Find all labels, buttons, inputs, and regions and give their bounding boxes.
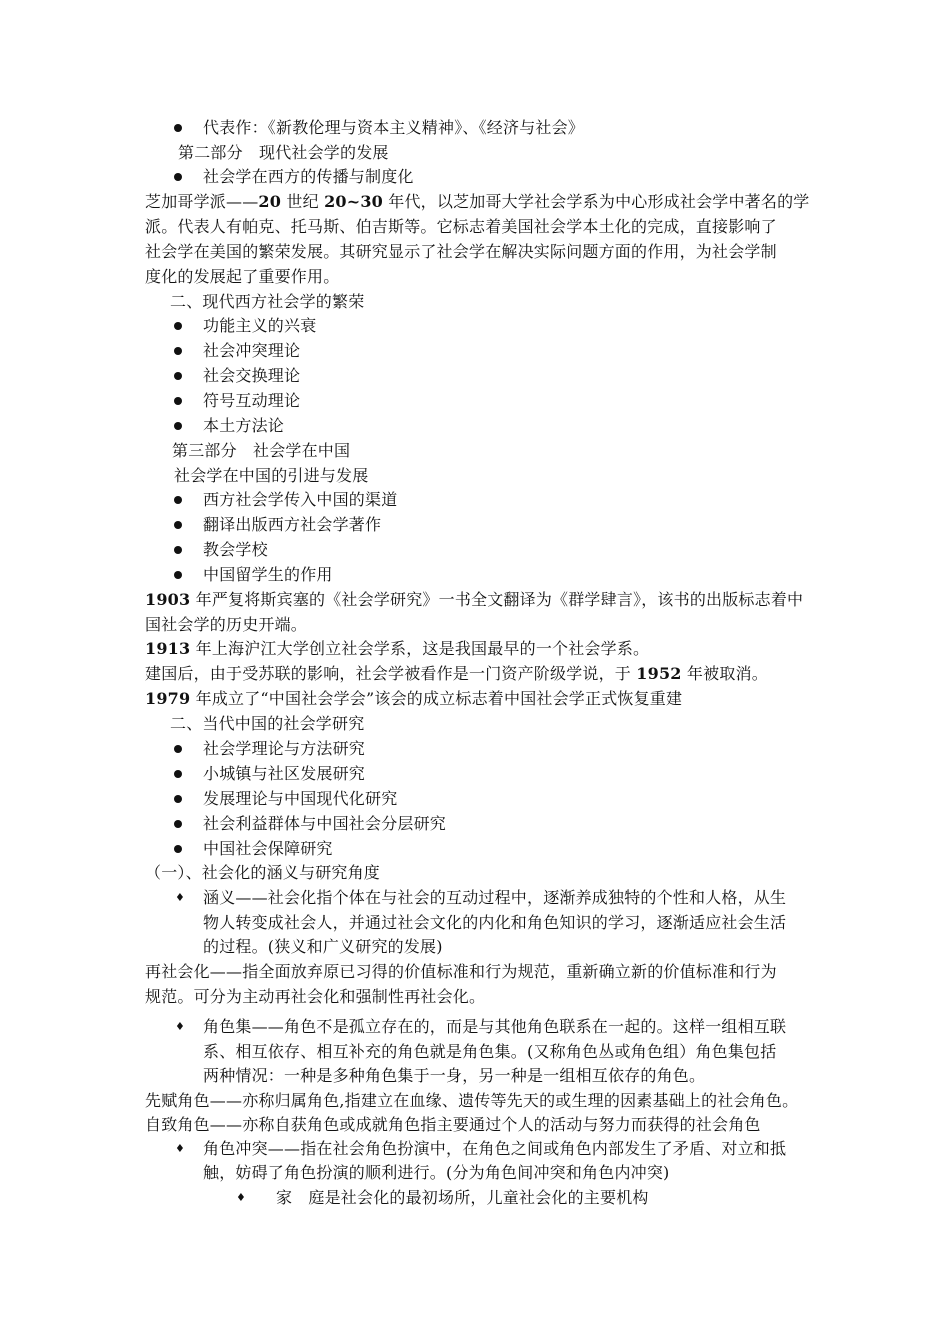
chicago-school-line2: 派。代表人有帕克、托马斯、伯吉斯等。它标志着美国社会学本土化的完成，直接影响了 bbox=[145, 217, 777, 236]
bullet-icon bbox=[174, 571, 182, 579]
role-set-line2: 系、相互依存、相互补充的角色就是角色集。(又称角色丛或角色组）角色集包括 bbox=[203, 1042, 777, 1061]
list-item: 小城镇与社区发展研究 bbox=[203, 764, 366, 783]
ascribed-role: 先赋角色——亦称归属角色,指建立在血缘、遗传等先天的或生理的因素基础上的社会角色。 bbox=[145, 1091, 799, 1110]
diamond-bullet-icon: ♦ bbox=[175, 1142, 186, 1155]
text-1979: 年成立了“中国社会学会”该会的成立标志着中国社会学正式恢复重建 bbox=[190, 689, 683, 708]
chicago-school-line3: 社会学在美国的繁荣发展。其研究显示了社会学在解决实际问题方面的作用，为社会学制 bbox=[145, 242, 777, 261]
bullet-icon bbox=[174, 496, 182, 504]
bullet-icon bbox=[174, 521, 182, 529]
bullet-icon bbox=[174, 745, 182, 753]
chicago-school-line4: 度化的发展起了重要作用。 bbox=[145, 267, 340, 286]
socialization-heading: （一）、社会化的涵义与研究角度 bbox=[145, 863, 381, 882]
text-1913: 年上海沪江大学创立社会学系，这是我国最早的一个社会学系。 bbox=[190, 639, 650, 658]
family-line: 家 庭是社会化的最初场所，儿童社会化的主要机构 bbox=[276, 1188, 649, 1207]
history-1903-line1 bbox=[145, 588, 803, 612]
list-item: 社会冲突理论 bbox=[203, 341, 301, 360]
year-1913: 1913 bbox=[145, 639, 191, 658]
bullet-icon bbox=[174, 820, 182, 828]
bullet-icon bbox=[174, 397, 182, 405]
resocialization-line2: 规范。可分为主动再社会化和强制性再社会化。 bbox=[145, 987, 486, 1006]
bullet-icon bbox=[174, 546, 182, 554]
bullet-icon bbox=[174, 770, 182, 778]
diamond-bullet-icon: ♦ bbox=[175, 891, 186, 904]
chicago-mid: 世纪 bbox=[281, 192, 325, 211]
history-1979 bbox=[145, 687, 682, 711]
bullet-icon bbox=[174, 422, 182, 430]
diamond-bullet-icon: ♦ bbox=[236, 1191, 247, 1204]
year-1952: 1952 bbox=[636, 664, 682, 683]
list-item: 中国社会保障研究 bbox=[203, 839, 333, 858]
list-item: 符号互动理论 bbox=[203, 391, 301, 410]
history-1913 bbox=[145, 637, 649, 661]
chicago-rest: 年代，以芝加哥大学社会学系为中心形成社会学中著名的学 bbox=[383, 192, 810, 211]
list-item: 社会利益群体与中国社会分层研究 bbox=[203, 814, 447, 833]
list-item: 发展理论与中国现代化研究 bbox=[203, 789, 398, 808]
meaning-line3: 的过程。(狭义和广义研究的发展) bbox=[203, 937, 443, 956]
year-1979: 1979 bbox=[145, 689, 191, 708]
diamond-bullet-icon: ♦ bbox=[175, 1020, 186, 1033]
list-item: 翻译出版西方社会学著作 bbox=[203, 515, 382, 534]
western-prosperity-heading: 二、现代西方社会学的繁荣 bbox=[170, 292, 365, 311]
role-conflict-line1: 角色冲突——指在社会角色扮演中，在角色之间或角色内部发生了矛盾、对立和抵 bbox=[203, 1139, 787, 1158]
achieved-role: 自致角色——亦称自获角色或成就角色指主要通过个人的活动与努力而获得的社会角色 bbox=[145, 1115, 761, 1134]
chicago-school-line1 bbox=[145, 190, 810, 214]
history-1903-line2: 国社会学的历史开端。 bbox=[145, 615, 308, 634]
bullet-icon bbox=[174, 795, 182, 803]
list-item: 教会学校 bbox=[203, 540, 268, 559]
representative-works: 代表作：《新教伦理与资本主义精神》、《经济与社会》 bbox=[203, 118, 585, 137]
bullet-icon bbox=[174, 124, 182, 132]
role-set-line3: 两种情况：一种是多种角色集于一身，另一种是一组相互依存的角色。 bbox=[203, 1066, 706, 1085]
role-set-line1: 角色集——角色不是孤立存在的，而是与其他角色联系在一起的。这样一组相互联 bbox=[203, 1017, 787, 1036]
text-1903: 年严复将斯宾塞的《社会学研究》一书全文翻译为《群学肆言》，该书的出版标志着中 bbox=[190, 590, 804, 609]
text-1952-a: 建国后，由于受苏联的影响，社会学被看作是一门资产阶级学说，于 bbox=[145, 664, 637, 683]
part3-heading: 第三部分 社会学在中国 bbox=[172, 441, 351, 460]
bullet-icon bbox=[174, 322, 182, 330]
list-item: 中国留学生的作用 bbox=[203, 565, 333, 584]
meaning-line2: 物人转变成社会人，并通过社会文化的内化和角色知识的学习，逐渐适应社会生活 bbox=[203, 913, 787, 932]
bullet-icon bbox=[174, 372, 182, 380]
list-item: 本土方法论 bbox=[203, 416, 285, 435]
meaning-line1: 涵义——社会化指个体在与社会的互动过程中，逐渐养成独特的个性和人格，从生 bbox=[203, 888, 787, 907]
bullet-western-spread: 社会学在西方的传播与制度化 bbox=[203, 167, 414, 186]
list-item: 社会交换理论 bbox=[203, 366, 301, 385]
resocialization-line1: 再社会化——指全面放弃原已习得的价值标准和行为规范，重新确立新的价值标准和行为 bbox=[145, 962, 777, 981]
chicago-decades: 20~30 bbox=[324, 192, 383, 211]
part2-heading: 第二部分 现代社会学的发展 bbox=[178, 143, 389, 162]
list-item: 社会学理论与方法研究 bbox=[203, 739, 366, 758]
history-1952 bbox=[145, 662, 768, 686]
role-conflict-line2: 触，妨碍了角色扮演的顺利进行。(分为角色间冲突和角色内冲突) bbox=[203, 1163, 670, 1182]
contemporary-heading: 二、当代中国的社会学研究 bbox=[170, 714, 365, 733]
text-1952-b: 年被取消。 bbox=[681, 664, 768, 683]
chicago-century: 20 bbox=[258, 192, 282, 211]
chicago-term: 芝加哥学派—— bbox=[145, 192, 259, 211]
bullet-icon bbox=[174, 347, 182, 355]
year-1903: 1903 bbox=[145, 590, 191, 609]
list-item: 西方社会学传入中国的渠道 bbox=[203, 490, 398, 509]
bullet-icon bbox=[174, 173, 182, 181]
list-item: 功能主义的兴衰 bbox=[203, 316, 317, 335]
bullet-icon bbox=[174, 845, 182, 853]
introduction-heading: 社会学在中国的引进与发展 bbox=[174, 466, 369, 485]
